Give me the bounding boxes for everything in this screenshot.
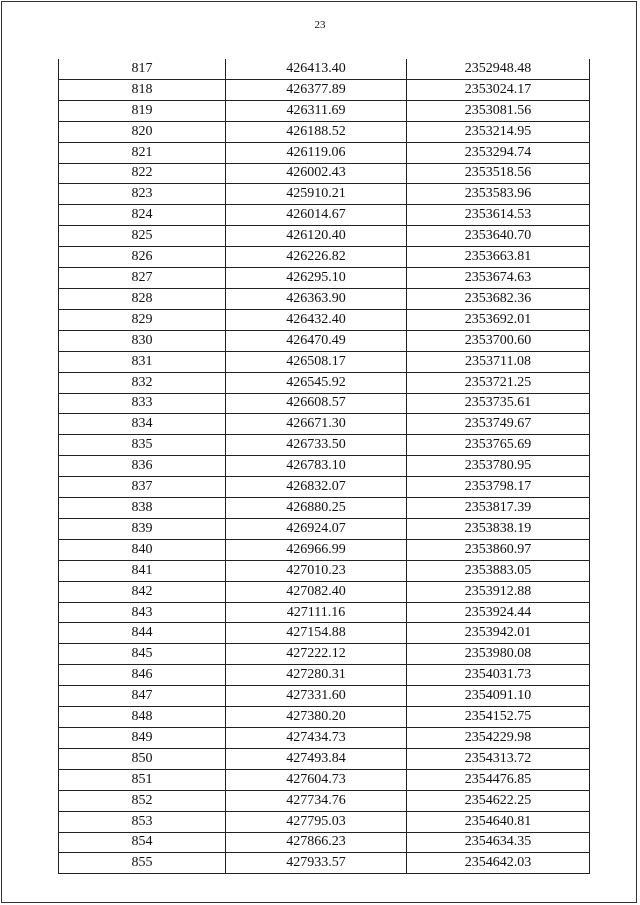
point-number-cell: 845 [59, 644, 226, 665]
y-coordinate-cell: 2353749.67 [407, 414, 590, 435]
point-number-cell: 837 [59, 477, 226, 498]
point-number-cell: 828 [59, 288, 226, 309]
x-coordinate-cell: 427493.84 [226, 748, 407, 769]
point-number-cell: 841 [59, 560, 226, 581]
table-row [59, 184, 590, 205]
y-coordinate-cell: 2353838.19 [407, 518, 590, 539]
table-row [59, 644, 590, 665]
point-number-cell: 826 [59, 247, 226, 268]
table-row [59, 414, 590, 435]
x-coordinate-cell: 426924.07 [226, 518, 407, 539]
point-number-cell: 817 [59, 59, 226, 79]
x-coordinate-cell: 427010.23 [226, 560, 407, 581]
x-coordinate-cell: 426002.43 [226, 163, 407, 184]
page-number: 23 [314, 19, 326, 31]
point-number-cell: 846 [59, 665, 226, 686]
y-coordinate-cell: 2354634.35 [407, 832, 590, 853]
table-row [59, 811, 590, 832]
y-coordinate-cell: 2353674.63 [407, 268, 590, 289]
y-coordinate-cell: 2354229.98 [407, 728, 590, 749]
point-number-cell: 842 [59, 581, 226, 602]
y-coordinate-cell: 2354476.85 [407, 769, 590, 790]
x-coordinate-cell: 426119.06 [226, 142, 407, 163]
x-coordinate-cell: 427795.03 [226, 811, 407, 832]
table-row [59, 435, 590, 456]
table-row [59, 581, 590, 602]
point-number-cell: 852 [59, 790, 226, 811]
table-row [59, 142, 590, 163]
point-number-cell: 849 [59, 728, 226, 749]
y-coordinate-cell: 2354642.03 [407, 853, 590, 874]
point-number-cell: 831 [59, 351, 226, 372]
table-row [59, 372, 590, 393]
point-number-cell: 829 [59, 309, 226, 330]
point-number-cell: 835 [59, 435, 226, 456]
x-coordinate-cell: 426226.82 [226, 247, 407, 268]
x-coordinate-cell: 426311.69 [226, 100, 407, 121]
point-number-cell: 840 [59, 539, 226, 560]
point-number-cell: 843 [59, 602, 226, 623]
table-row [59, 268, 590, 289]
y-coordinate-cell: 2353614.53 [407, 205, 590, 226]
y-coordinate-cell: 2353024.17 [407, 79, 590, 100]
x-coordinate-cell: 427380.20 [226, 707, 407, 728]
table-row [59, 59, 590, 79]
x-coordinate-cell: 426671.30 [226, 414, 407, 435]
table-row [59, 79, 590, 100]
y-coordinate-cell: 2352948.48 [407, 59, 590, 79]
point-number-cell: 834 [59, 414, 226, 435]
table-row [59, 393, 590, 414]
x-coordinate-cell: 425910.21 [226, 184, 407, 205]
point-number-cell: 844 [59, 623, 226, 644]
y-coordinate-cell: 2353765.69 [407, 435, 590, 456]
x-coordinate-cell: 426120.40 [226, 226, 407, 247]
y-coordinate-cell: 2353700.60 [407, 330, 590, 351]
table-row [59, 163, 590, 184]
y-coordinate-cell: 2353798.17 [407, 477, 590, 498]
x-coordinate-cell: 427604.73 [226, 769, 407, 790]
x-coordinate-cell: 426832.07 [226, 477, 407, 498]
x-coordinate-cell: 426295.10 [226, 268, 407, 289]
y-coordinate-cell: 2354091.10 [407, 686, 590, 707]
y-coordinate-cell: 2353780.95 [407, 456, 590, 477]
x-coordinate-cell: 426363.90 [226, 288, 407, 309]
table-row [59, 247, 590, 268]
point-number-cell: 839 [59, 518, 226, 539]
x-coordinate-cell: 426880.25 [226, 498, 407, 519]
y-coordinate-cell: 2354622.25 [407, 790, 590, 811]
point-number-cell: 851 [59, 769, 226, 790]
x-coordinate-cell: 427154.88 [226, 623, 407, 644]
y-coordinate-cell: 2353711.08 [407, 351, 590, 372]
table-row [59, 456, 590, 477]
x-coordinate-cell: 427933.57 [226, 853, 407, 874]
coordinates-table [58, 59, 590, 874]
table-row [59, 728, 590, 749]
table-row [59, 518, 590, 539]
point-number-cell: 823 [59, 184, 226, 205]
y-coordinate-cell: 2353294.74 [407, 142, 590, 163]
point-number-cell: 855 [59, 853, 226, 874]
y-coordinate-cell: 2353860.97 [407, 539, 590, 560]
y-coordinate-cell: 2353883.05 [407, 560, 590, 581]
x-coordinate-cell: 426733.50 [226, 435, 407, 456]
x-coordinate-cell: 427734.76 [226, 790, 407, 811]
y-coordinate-cell: 2353663.81 [407, 247, 590, 268]
x-coordinate-cell: 426377.89 [226, 79, 407, 100]
y-coordinate-cell: 2353924.44 [407, 602, 590, 623]
table-row [59, 330, 590, 351]
y-coordinate-cell: 2353692.01 [407, 309, 590, 330]
x-coordinate-cell: 426966.99 [226, 539, 407, 560]
x-coordinate-cell: 427280.31 [226, 665, 407, 686]
table-row [59, 769, 590, 790]
table-row [59, 832, 590, 853]
x-coordinate-cell: 426014.67 [226, 205, 407, 226]
table-row [59, 309, 590, 330]
table-row [59, 498, 590, 519]
x-coordinate-cell: 427222.12 [226, 644, 407, 665]
x-coordinate-cell: 426188.52 [226, 121, 407, 142]
y-coordinate-cell: 2353980.08 [407, 644, 590, 665]
point-number-cell: 848 [59, 707, 226, 728]
y-coordinate-cell: 2353518.56 [407, 163, 590, 184]
table-row [59, 477, 590, 498]
point-number-cell: 850 [59, 748, 226, 769]
y-coordinate-cell: 2353682.36 [407, 288, 590, 309]
point-number-cell: 854 [59, 832, 226, 853]
point-number-cell: 821 [59, 142, 226, 163]
table-row [59, 707, 590, 728]
point-number-cell: 853 [59, 811, 226, 832]
y-coordinate-cell: 2353912.88 [407, 581, 590, 602]
x-coordinate-cell: 426545.92 [226, 372, 407, 393]
x-coordinate-cell: 426783.10 [226, 456, 407, 477]
x-coordinate-cell: 427434.73 [226, 728, 407, 749]
point-number-cell: 822 [59, 163, 226, 184]
table-row [59, 602, 590, 623]
y-coordinate-cell: 2353735.61 [407, 393, 590, 414]
point-number-cell: 832 [59, 372, 226, 393]
x-coordinate-cell: 427082.40 [226, 581, 407, 602]
y-coordinate-cell: 2353817.39 [407, 498, 590, 519]
point-number-cell: 847 [59, 686, 226, 707]
table-row [59, 351, 590, 372]
point-number-cell: 820 [59, 121, 226, 142]
y-coordinate-cell: 2354313.72 [407, 748, 590, 769]
x-coordinate-cell: 426470.49 [226, 330, 407, 351]
point-number-cell: 830 [59, 330, 226, 351]
y-coordinate-cell: 2353721.25 [407, 372, 590, 393]
y-coordinate-cell: 2353214.95 [407, 121, 590, 142]
y-coordinate-cell: 2353081.56 [407, 100, 590, 121]
table-row [59, 665, 590, 686]
point-number-cell: 827 [59, 268, 226, 289]
x-coordinate-cell: 427331.60 [226, 686, 407, 707]
y-coordinate-cell: 2353583.96 [407, 184, 590, 205]
y-coordinate-cell: 2354031.73 [407, 665, 590, 686]
table-row [59, 748, 590, 769]
table-row [59, 853, 590, 874]
point-number-cell: 836 [59, 456, 226, 477]
table-row [59, 205, 590, 226]
point-number-cell: 818 [59, 79, 226, 100]
y-coordinate-cell: 2353640.70 [407, 226, 590, 247]
table-row [59, 686, 590, 707]
table-body [59, 59, 590, 874]
x-coordinate-cell: 427866.23 [226, 832, 407, 853]
point-number-cell: 824 [59, 205, 226, 226]
y-coordinate-cell: 2354640.81 [407, 811, 590, 832]
table-row [59, 288, 590, 309]
table-row [59, 790, 590, 811]
y-coordinate-cell: 2354152.75 [407, 707, 590, 728]
point-number-cell: 838 [59, 498, 226, 519]
x-coordinate-cell: 426508.17 [226, 351, 407, 372]
point-number-cell: 825 [59, 226, 226, 247]
table-row [59, 623, 590, 644]
table-row [59, 121, 590, 142]
x-coordinate-cell: 426608.57 [226, 393, 407, 414]
point-number-cell: 819 [59, 100, 226, 121]
table-row [59, 226, 590, 247]
x-coordinate-cell: 426432.40 [226, 309, 407, 330]
x-coordinate-cell: 427111.16 [226, 602, 407, 623]
table-row [59, 560, 590, 581]
table-row [59, 100, 590, 121]
point-number-cell: 833 [59, 393, 226, 414]
x-coordinate-cell: 426413.40 [226, 59, 407, 79]
y-coordinate-cell: 2353942.01 [407, 623, 590, 644]
table-row [59, 539, 590, 560]
